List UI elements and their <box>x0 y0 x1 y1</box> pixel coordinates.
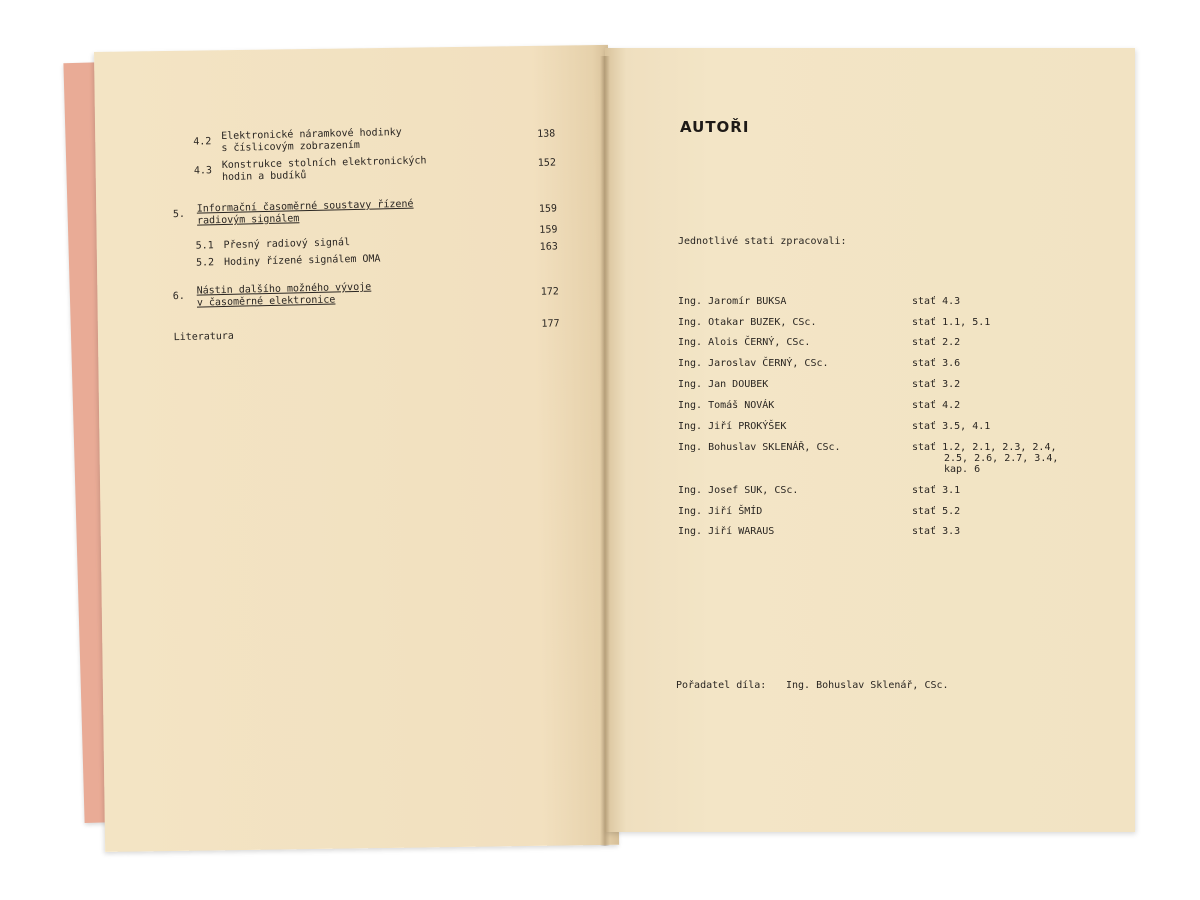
toc-title-line: hodin a budíků <box>221 170 307 184</box>
author-name: Ing. Jiří ŠMÍD <box>678 506 763 517</box>
toc-page: 159 <box>538 203 558 215</box>
author-name: Ing. Tomáš NOVÁK <box>678 400 775 411</box>
author-stat: stať 5.2 <box>912 506 961 517</box>
author-stat: stať 3.6 <box>912 358 961 369</box>
authors-intro: Jednotlivé stati zpracovali: <box>678 236 847 247</box>
author-stat: stať 3.2 <box>912 379 961 390</box>
toc-page: 138 <box>537 128 556 140</box>
toc-page: 159 <box>539 224 558 236</box>
toc-title-line: Elektronické náramkové hodinky <box>221 126 402 143</box>
author-stat: stať 1.1, 5.1 <box>912 317 991 328</box>
author-stat: stať 3.3 <box>912 526 961 537</box>
toc-page: 163 <box>539 241 558 253</box>
author-stat: stať 3.5, 4.1 <box>912 421 991 432</box>
author-stat: stať 4.3 <box>912 296 961 307</box>
toc-num: 4.2 <box>193 136 212 148</box>
toc-title-line: Hodiny řízené signálem OMA <box>223 253 381 268</box>
toc-literatura-page: 177 <box>541 318 560 330</box>
editor-name: Ing. Bohuslav Sklenář, CSc. <box>786 680 949 691</box>
author-name: Ing. Jiří PROKÝŠEK <box>678 421 787 432</box>
toc-literatura-label: Literatura <box>173 330 235 344</box>
toc-title-line: s číslicovým zobrazením <box>221 139 360 155</box>
author-stat: stať 1.2, 2.1, 2.3, 2.4, 2.5, 2.6, 2.7, 3.4, kap. 6 <box>912 442 1059 475</box>
toc-num: 5.1 <box>195 240 214 252</box>
toc-title-line: radiovým signálem <box>196 213 300 227</box>
author-name: Ing. Jaroslav ČERNÝ, CSc. <box>678 358 829 369</box>
author-name: Ing. Jan DOUBEK <box>678 379 769 390</box>
author-name: Ing. Jaromír BUKSA <box>678 296 787 307</box>
toc-title-line: Nástin dalšího možného vývoje <box>196 281 372 297</box>
author-stat: stať 3.1 <box>912 485 961 496</box>
page-title: AUTOŘI <box>680 118 750 136</box>
author-stat: stať 4.2 <box>912 400 961 411</box>
toc-title-line: Přesný radiový signál <box>223 237 351 251</box>
toc-page: 172 <box>540 286 559 298</box>
author-name: Ing. Alois ČERNÝ, CSc. <box>678 337 811 348</box>
toc-title-line: Informační časoměrné soustavy řízené <box>196 198 414 215</box>
toc-page: 152 <box>537 157 557 169</box>
author-name: Ing. Otakar BUZEK, CSc. <box>678 317 817 328</box>
toc-num: 4.3 <box>193 165 213 177</box>
editor-label: Pořadatel díla: <box>676 680 767 691</box>
author-name: Ing. Bohuslav SKLENÁŘ, CSc. <box>678 442 841 453</box>
toc-num: 5.2 <box>195 257 215 269</box>
toc-num: 5. <box>172 208 186 221</box>
toc-num: 6. <box>172 290 185 303</box>
author-name: Ing. Josef SUK, CSc. <box>678 485 799 496</box>
author-stat: stať 2.2 <box>912 337 961 348</box>
author-name: Ing. Jiří WARAUS <box>678 526 775 537</box>
toc-title-line: v časoměrné elektronice <box>196 294 336 309</box>
toc-title-line: Konstrukce stolních elektronických <box>221 155 427 172</box>
